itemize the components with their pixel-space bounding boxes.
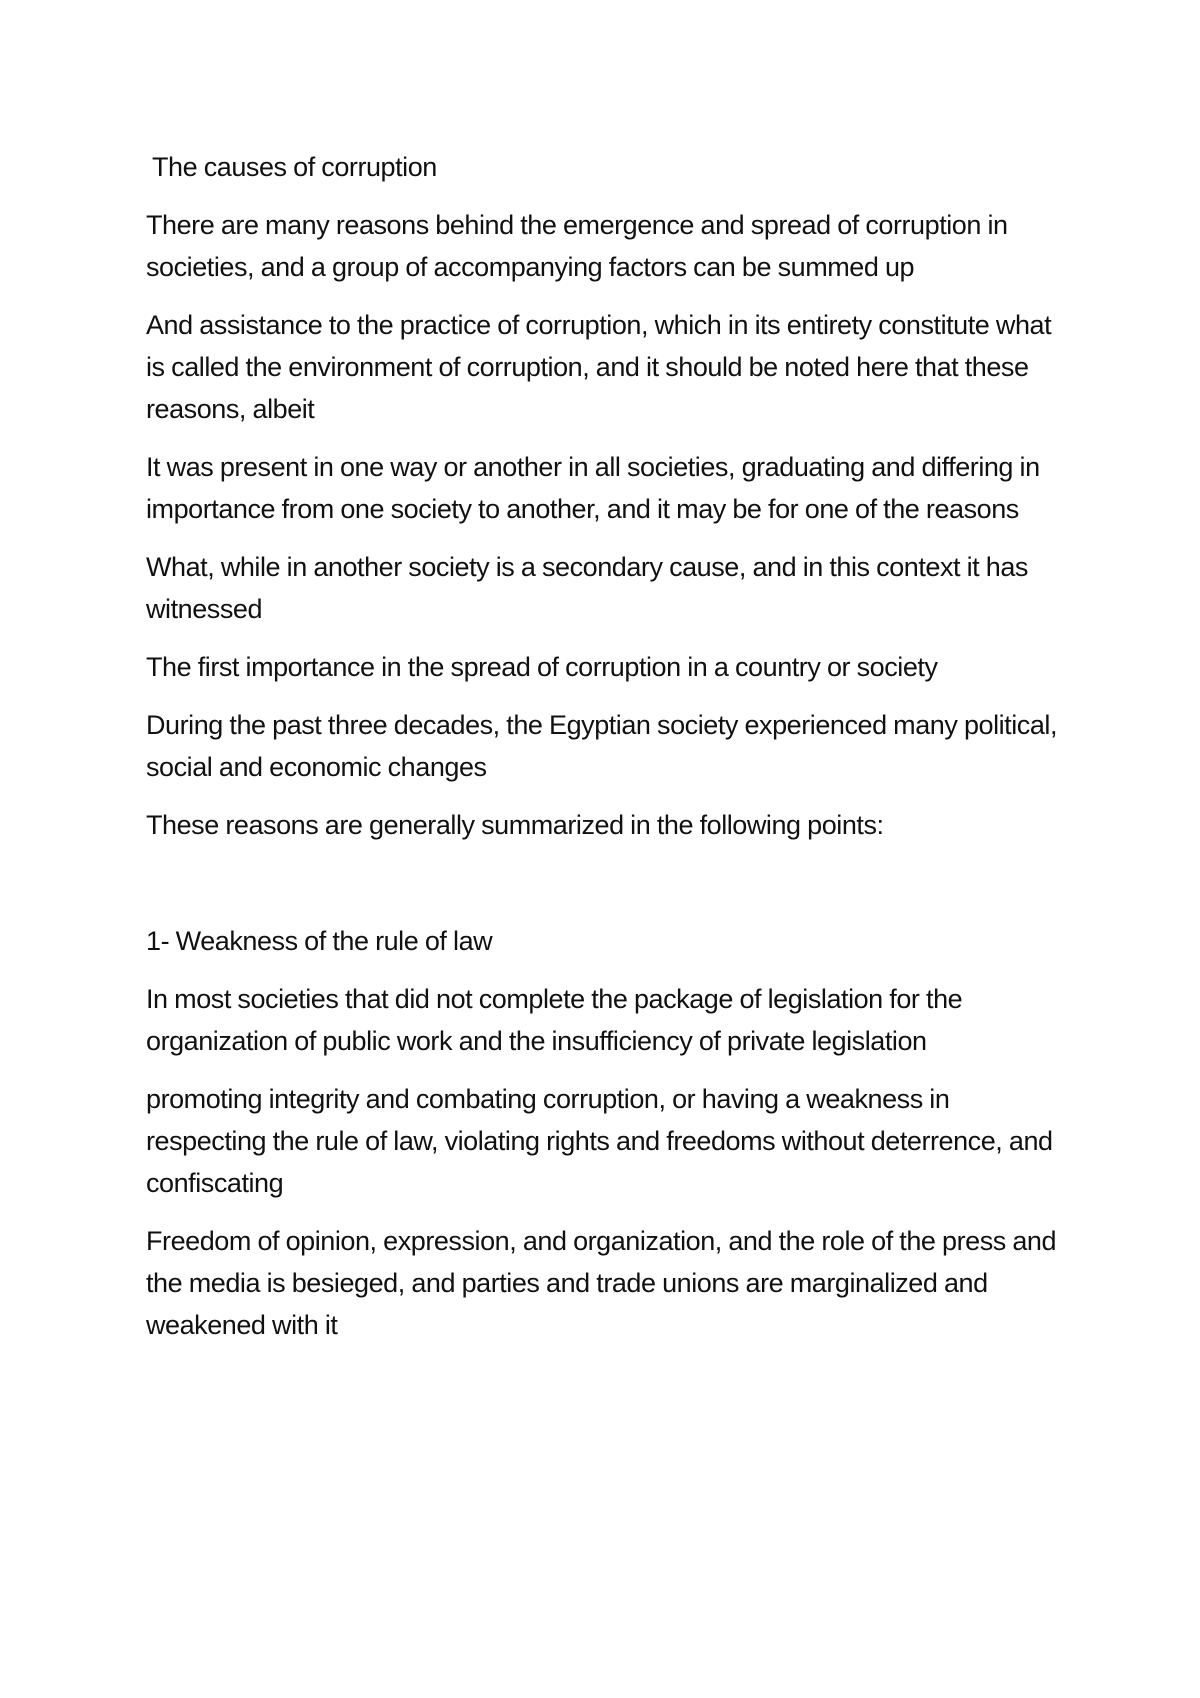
paragraph-section-1: In most societies that did not complete the package of legislation for the organization of public work and the insufficiency of private legislation xyxy=(146,984,963,1056)
document-title: The causes of corruption xyxy=(152,152,437,182)
paragraph-intro-7: These reasons are generally summarized in the following points: xyxy=(146,810,884,840)
paragraph-intro-1: There are many reasons behind the emergence and spread of corruption in societies, and a group of accompanying factors can be summed up xyxy=(146,210,1008,282)
blank-line xyxy=(146,862,1076,904)
section-heading: 1- Weakness of the rule of law xyxy=(146,926,493,956)
paragraph-intro-3: It was present in one way or another in all societies, graduating and differing in importance from one society to another, and it may be for one of the reasons xyxy=(146,452,1040,524)
document-body xyxy=(146,146,1076,1362)
paragraph-section-2: promoting integrity and combating corruption, or having a weakness in respecting the rule of law, violating rights and freedoms without deterrence, and confiscating xyxy=(146,1084,1053,1198)
paragraph-intro-5: The first importance in the spread of corruption in a country or society xyxy=(146,652,938,682)
paragraph-intro-4: What, while in another society is a secondary cause, and in this context it has witnessed xyxy=(146,552,1028,624)
paragraph-intro-6: During the past three decades, the Egyptian society experienced many political, social and economic changes xyxy=(146,710,1058,782)
paragraph-section-3: Freedom of opinion, expression, and organization, and the role of the press and the media is besieged, and parties and trade unions are marginalized and weakened with it xyxy=(146,1226,1057,1340)
paragraph-intro-2: And assistance to the practice of corruption, which in its entirety constitute what is called the environment of corruption, and it should be noted here that these reasons, albeit xyxy=(146,310,1052,424)
